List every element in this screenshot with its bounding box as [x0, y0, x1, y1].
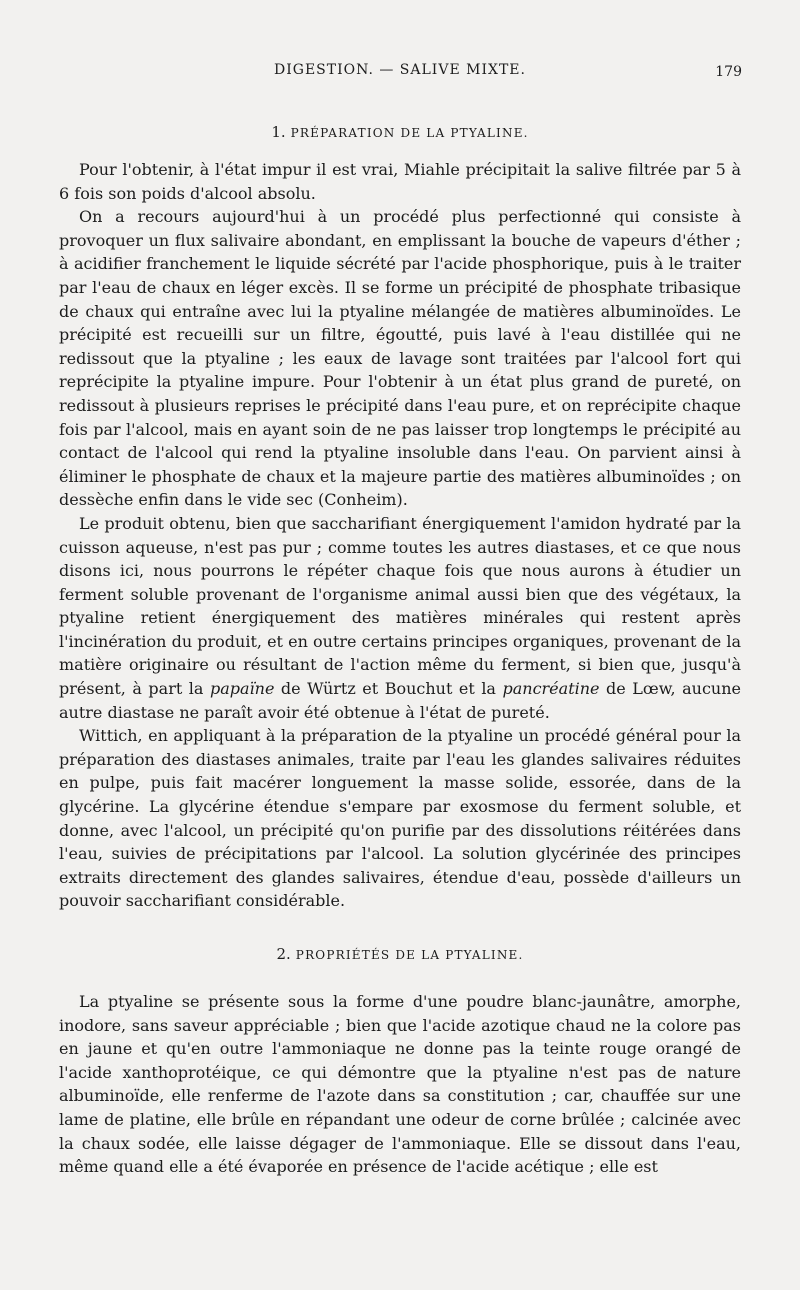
- section-title: PROPRIÉTÉS DE LA PTYALINE.: [295, 948, 524, 962]
- italic-term-pancreatine: pancréatine: [502, 679, 600, 699]
- paragraph-text: de Würtz et Bouchut et la: [274, 679, 503, 699]
- section-number: 2.: [276, 945, 291, 963]
- italic-term-papaine: papaïne: [209, 679, 275, 699]
- page-number: 179: [715, 64, 742, 80]
- section-body-proprietes: [59, 990, 741, 1179]
- running-title: DIGESTION. — SALIVE MIXTE.: [274, 62, 526, 78]
- paragraph: Pour l'obtenir, à l'état impur il est vrai, Miahle précipitait la salive filtrée par 5 à 6 fois son poids d'alcool absolu.: [59, 160, 741, 203]
- section-heading-proprietes: [60, 945, 740, 963]
- running-head: [62, 62, 742, 86]
- paragraph-text: de Lœw, aucune autre diastase ne paraît avoir été obtenue à l'état de pureté.: [59, 679, 741, 722]
- paragraph: Wittich, en appliquant à la préparation de la ptyaline un procédé général pour la préparation des diastases animales, traite par l'eau les glandes salivaires réduites en pulpe, puis fait macérer longuement la masse solide, essorée, dans de la glycérine. La glycérine étendue s'empare par exosmose du ferment soluble, et donne, avec l'alcool, un précipité qu'on purifie par des dissolutions réitérées dans l'eau, suivies de précipitations par l'alcool. La solution glycérinée des principes extraits directement des glandes salivaires, étendue d'eau, possède d'ailleurs un pouvoir saccharifiant considérable.: [59, 726, 741, 911]
- section-title: PRÉPARATION DE LA PTYALINE.: [290, 126, 529, 140]
- section-number: 1.: [271, 123, 286, 141]
- section-body-preparation: [59, 158, 741, 913]
- paragraph: On a recours aujourd'hui à un procédé plus perfectionné qui consiste à provoquer un flux salivaire abondant, en emplissant la bouche de vapeurs d'éther ; à acidifier franchement le liquide sécrété par l'acide phosphorique, puis à le traiter par l'eau de chaux en léger excès. Il se forme un précipité de phosphate tribasique de chaux qui entraîne avec lui la ptyaline mélangée de matières albuminoïdes. Le précipité est recueilli sur un filtre, égoutté, puis lavé à l'eau distillée qui ne redissout que la ptyaline ; les eaux de lavage sont traitées par l'alcool fort qui reprécipite la ptyaline impure. Pour l'obtenir à un état plus grand de pureté, on redissout à plusieurs reprises le précipité dans l'eau pure, et on reprécipite chaque fois par l'alcool, mais en ayant soin de ne pas laisser trop longtemps le précipité au contact de l'alcool qui rend la ptyaline insoluble dans l'eau. On parvient ainsi à éliminer le phosphate de chaux et la majeure partie des matières albuminoïdes ; on dessèche enfin dans le vide sec (Conheim).: [59, 207, 741, 510]
- paragraph-text: Le produit obtenu, bien que saccharifiant énergiquement l'amidon hydraté par la cuisson aqueuse, n'est pas pur ; comme toutes les autres diastases, et ce que nous disons ici, nous pourrons le répéter chaque fois que nous aurons à étudier un ferment soluble provenant de l'organisme animal aussi bien que des végétaux, la ptyaline retient énergiquement des matières minérales qui restent après l'incinération du produit, et en outre certains principes organiques, provenant de la matière originaire ou résultant de l'action même du ferment, si bien que, jusqu'à présent, à part la: [59, 513, 741, 699]
- section-heading-preparation: [60, 123, 740, 141]
- paragraph: [59, 512, 741, 724]
- paragraph: La ptyaline se présente sous la forme d'une poudre blanc-jaunâtre, amorphe, inodore, sans saveur appréciable ; bien que l'acide azotique chaud ne la colore pas en jaune et qu'en outre l'ammoniaque ne donne pas la teinte rouge orangé de l'acide xanthoprotéique, ce qui démontre que la ptyaline n'est pas de nature albuminoïde, elle renferme de l'azote dans sa constitution ; car, chauffée sur une lame de platine, elle brûle en répandant une odeur de corne brûlée ; calcinée avec la chaux sodée, elle laisse dégager de l'ammoniaque. Elle se dissout dans l'eau, même quand elle a été évaporée en présence de l'acide acétique ; elle est: [59, 992, 741, 1177]
